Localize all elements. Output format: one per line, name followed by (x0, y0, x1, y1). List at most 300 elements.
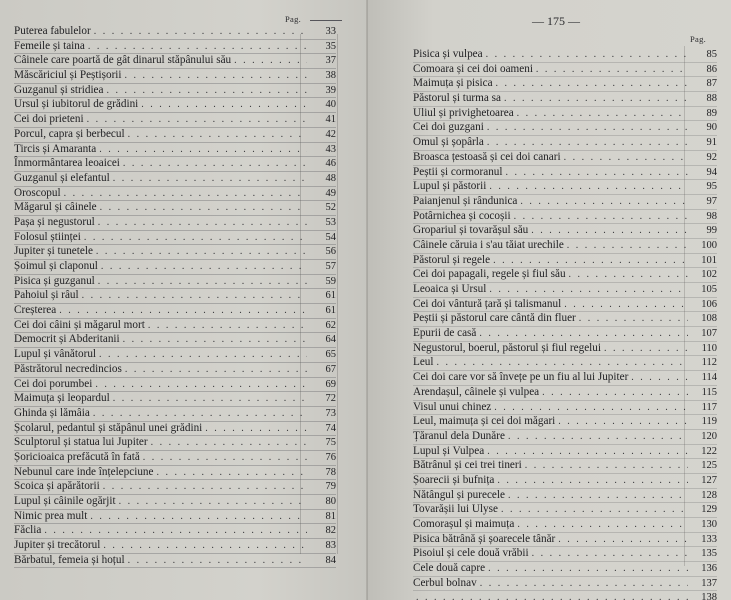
entry-page-number: 95 (706, 181, 717, 193)
entry-page-number: 135 (701, 548, 717, 560)
entry-page-number: 91 (706, 137, 717, 149)
toc-entry (413, 327, 717, 342)
entry-title: Lupul și Vulpea (413, 444, 485, 457)
dot-leader (487, 136, 688, 150)
entry-page-number: 122 (701, 445, 717, 457)
entry-title: Jupiter și tunetele (14, 245, 93, 258)
entry-page-number: 74 (325, 422, 336, 434)
toc-entry (413, 401, 717, 416)
entry-page-number: 59 (325, 275, 336, 287)
toc-entry (14, 25, 336, 40)
toc-entry (14, 554, 336, 569)
dot-leader (90, 510, 307, 524)
dot-leader (44, 524, 307, 538)
dot-leader (416, 591, 688, 600)
entry-title: Pisica și vulpea (413, 48, 483, 60)
entry-title: Tovarășii lui Ulyse (413, 503, 498, 516)
entry-title: Cei doi papagali, regele și fiul său (413, 268, 566, 281)
toc-entry (14, 157, 336, 172)
toc-entry (413, 562, 717, 577)
entry-title: Pisica bătrână și șoarecele tânăr (413, 532, 556, 545)
entry-page-number: 100 (701, 239, 717, 251)
dot-leader (119, 495, 307, 509)
toc-entry (14, 304, 336, 319)
toc-entry (413, 107, 717, 122)
header-rule (310, 20, 342, 21)
toc-entry (14, 84, 336, 99)
toc-entry (413, 136, 717, 151)
entry-title: Pașa și negustorul (14, 215, 95, 228)
entry-page-number: 138 (701, 592, 717, 600)
toc-entry (14, 260, 336, 275)
entry-title: Cei doi care vor să învețe pe un fiu al lui Jupiter (413, 371, 629, 384)
entry-title: Șoimul și claponul (14, 260, 98, 272)
entry-page-number: 75 (325, 437, 336, 449)
entry-page-number: 106 (701, 298, 717, 310)
entry-title: Bărbatul, femeia și hoțul (14, 553, 125, 566)
entry-page-number: 61 (325, 290, 336, 302)
toc-entry (413, 474, 717, 489)
toc-entry (14, 216, 336, 231)
entry-title: Guzganul și stridiea (14, 83, 104, 96)
entry-title: Păstorul și regele (413, 253, 491, 266)
entry-page-number: 84 (325, 554, 336, 566)
entry-page-number: 76 (325, 451, 336, 463)
entry-title: Peștii și cormoranul (413, 165, 503, 178)
dot-leader (486, 48, 688, 62)
entry-page-number: 94 (706, 166, 717, 178)
entry-page-number: 40 (325, 99, 336, 111)
dot-leader (100, 201, 307, 215)
toc-entry (413, 151, 717, 166)
entry-page-number: 137 (701, 577, 717, 589)
entry-title: Leoaica și Ursul (413, 283, 487, 295)
dot-leader (558, 415, 688, 429)
toc-entry (413, 386, 717, 401)
toc-entry (413, 518, 717, 533)
entry-title: Leul (413, 356, 434, 369)
entry-page-number: 48 (325, 172, 336, 184)
entry-title: Șoricioaica prefăcută în fată (14, 450, 140, 463)
dot-leader (494, 401, 688, 415)
dot-leader (506, 166, 689, 180)
entry-title: Nătângul și purecele (413, 488, 505, 501)
dot-leader (567, 239, 688, 253)
entry-title: Lupul și păstorii (413, 180, 487, 193)
entry-page-number: 53 (325, 216, 336, 228)
entry-title: Creșterea (14, 304, 57, 317)
toc-entry (413, 224, 717, 239)
entry-title: Comoara și cei doi oameni (413, 62, 533, 75)
entry-title: Cei doi câini și măgarul mort (14, 318, 145, 331)
dot-leader (103, 539, 307, 553)
entry-page-number: 67 (325, 363, 336, 375)
pag-column-label: Pag. (285, 14, 302, 24)
toc-entry (413, 533, 717, 548)
entry-page-number: 72 (325, 393, 336, 405)
toc-entry (14, 348, 336, 363)
dot-leader (569, 268, 688, 282)
entry-page-number: 120 (701, 430, 717, 442)
dot-leader (504, 92, 688, 106)
entry-title: Arendașul, câinele și vulpea (413, 385, 540, 398)
page-number: — 175 — (532, 14, 580, 28)
dot-leader (205, 422, 307, 436)
toc-entry (413, 459, 717, 474)
dot-leader (98, 275, 307, 289)
entry-title: Omul și șopârla (413, 136, 484, 149)
dot-leader (106, 84, 307, 98)
toc-entry (14, 187, 336, 202)
entry-title: Înmormântarea leoaicei (14, 157, 120, 170)
toc-entry (14, 54, 336, 69)
entry-page-number: 125 (701, 460, 717, 472)
entry-title: Broasca țestoasă și cei doi canari (413, 150, 561, 163)
dot-leader (517, 107, 688, 121)
toc-entry (413, 591, 717, 600)
entry-title: Păstorul și turma sa (413, 92, 501, 105)
toc-entry (14, 451, 336, 466)
dot-leader (508, 489, 688, 503)
entry-page-number: 114 (701, 372, 717, 384)
dot-leader (101, 260, 307, 274)
entry-title: Pahoiul și râul (14, 289, 79, 302)
entry-title: Scoica și apărătorii (14, 480, 100, 493)
toc-entry (14, 128, 336, 143)
dot-leader (564, 151, 688, 165)
toc-entry (413, 77, 717, 92)
entry-page-number: 64 (325, 334, 336, 346)
entry-title: Cei doi vântură țară și talismanul (413, 297, 562, 310)
dot-leader (532, 547, 688, 561)
dot-leader (103, 480, 307, 494)
dot-leader (123, 157, 307, 171)
dot-leader (531, 224, 688, 238)
entry-page-number: 87 (706, 78, 717, 90)
entry-title: Cele două capre (413, 562, 486, 575)
dot-leader (93, 407, 307, 421)
entry-page-number: 46 (325, 158, 336, 170)
toc-entry (413, 254, 717, 269)
toc-entry (14, 69, 336, 84)
dot-leader (128, 554, 307, 568)
entry-page-number: 38 (325, 70, 336, 82)
entry-title: Ghinda și lămâia (14, 406, 90, 419)
toc-entry (413, 268, 717, 283)
entry-title: Comorașul și maimuța (413, 518, 515, 530)
toc-entry (413, 195, 717, 210)
entry-page-number: 89 (706, 107, 717, 119)
entry-page-number: 78 (325, 466, 336, 478)
toc-entry (14, 436, 336, 451)
entry-page-number: 35 (325, 40, 336, 52)
toc-entry (14, 539, 336, 554)
toc-entry (14, 113, 336, 128)
entry-page-number: 54 (325, 231, 336, 243)
dot-leader (517, 518, 688, 532)
toc-entry (14, 245, 336, 260)
right-page (368, 0, 731, 600)
dot-leader (113, 392, 307, 406)
entry-title: Guzganul și elefantul (14, 171, 110, 184)
entry-page-number: 117 (701, 401, 717, 413)
dot-leader (125, 363, 307, 377)
toc-entry (14, 333, 336, 348)
dot-leader (508, 430, 688, 444)
dot-leader (96, 245, 307, 259)
toc-entry (413, 342, 717, 357)
entry-title: Câinele care poartă de gât dinarul stăpânului său (14, 54, 232, 67)
toc-entry (14, 98, 336, 113)
toc-entry (14, 231, 336, 246)
entry-page-number: 37 (325, 55, 336, 67)
toc-entry (14, 392, 336, 407)
dot-leader (113, 172, 307, 186)
dot-leader (487, 121, 688, 135)
entry-page-number: 101 (701, 254, 717, 266)
entry-title: Peștii și păstorul care cântă din fluer (413, 312, 576, 325)
dot-leader (525, 459, 688, 473)
dot-leader (488, 562, 688, 576)
toc-entry (14, 480, 336, 495)
dot-leader (542, 386, 688, 400)
entry-title: Lupul și câinile ogărjit (14, 495, 116, 507)
dot-leader (99, 143, 307, 157)
dot-leader (480, 577, 688, 591)
dot-leader (496, 77, 688, 91)
dot-leader (123, 333, 307, 347)
entry-page-number: 115 (701, 386, 717, 398)
dot-leader (479, 327, 688, 341)
entry-title: Porcul, capra și berbecul (14, 127, 125, 140)
toc-entry (413, 430, 717, 445)
toc-entry (413, 503, 717, 518)
entry-title: Păstrătorul necredincios (14, 362, 122, 375)
entry-title: Nebunul care inde înțelepciune (14, 465, 154, 478)
entry-title: Făclia (14, 524, 42, 537)
entry-title: Jupiter și trecătorul (14, 539, 101, 552)
entry-page-number: 62 (325, 319, 336, 331)
dot-leader (487, 445, 688, 459)
entry-title: Cei doi porumbei (14, 377, 93, 390)
entry-title: Pisoiul și cele două vrăbii (413, 547, 529, 560)
entry-page-number: 105 (701, 284, 717, 295)
entry-title: Ursul și iubitorul de grădini (14, 98, 139, 111)
entry-page-number: 81 (325, 510, 336, 522)
dot-leader (604, 342, 688, 356)
entry-page-number: 65 (325, 349, 336, 361)
entry-page-number: 82 (325, 525, 336, 537)
toc-entry (413, 63, 717, 78)
toc-entry (413, 547, 717, 562)
toc-entry (14, 466, 336, 481)
entry-page-number: 57 (325, 261, 336, 272)
entry-page-number: 56 (325, 246, 336, 258)
dot-leader (536, 63, 688, 77)
dot-leader (128, 128, 307, 142)
toc-entry (413, 415, 717, 430)
entry-page-number: 110 (701, 342, 717, 354)
entry-title: Potârnichea și cocoșii (413, 209, 511, 222)
dot-leader (234, 54, 307, 68)
dot-leader (82, 289, 307, 303)
dot-leader (94, 25, 307, 39)
entry-title: Tircis și Amaranta (14, 142, 97, 155)
dot-leader (99, 348, 307, 362)
toc-entry (14, 524, 336, 539)
entry-title: Sculptorul și statua lui Jupiter (14, 436, 148, 449)
entry-title: Șoarecii și bufnița (413, 473, 495, 486)
entry-title: Folosul științei (14, 230, 81, 243)
entry-page-number: 88 (706, 93, 717, 105)
entry-title: Câinele căruia i s'au tăiat urechile (413, 238, 564, 251)
dot-leader (143, 451, 307, 465)
dot-leader (437, 356, 688, 370)
entry-page-number: 42 (325, 128, 336, 140)
entry-page-number: 83 (325, 540, 336, 552)
entry-page-number: 136 (701, 563, 717, 575)
toc-entry (14, 422, 336, 437)
dot-leader (125, 69, 307, 83)
entry-title: Democrit și Abderitanii (14, 333, 120, 346)
dot-leader (59, 304, 307, 318)
entry-title: Leul, maimuța și cei doi măgari (413, 415, 556, 428)
dot-leader (87, 113, 307, 127)
entry-title: Țăranul dela Dunăre (413, 429, 505, 442)
entry-title: Puterea fabulelor (14, 25, 91, 37)
toc-entry (14, 201, 336, 216)
entry-page-number: 79 (325, 481, 336, 493)
entry-title: Nimic prea mult (14, 509, 88, 522)
entry-page-number: 52 (325, 202, 336, 214)
entry-page-number: 69 (325, 378, 336, 390)
toc-entry (413, 298, 717, 313)
entry-page-number: 128 (701, 489, 717, 501)
entry-page-number: 119 (701, 416, 717, 428)
toc-entry (14, 363, 336, 378)
dot-leader (579, 312, 688, 326)
entry-title: Lupul și vânătorul (14, 348, 97, 361)
toc-entry (413, 356, 717, 371)
pag-column-label: Pag. (690, 34, 707, 44)
dot-leader (497, 474, 688, 488)
toc-entry (14, 378, 336, 393)
dot-leader (558, 533, 688, 547)
toc-entry (14, 510, 336, 525)
entry-title: Femeile și taina (14, 39, 85, 52)
toc-entry (413, 92, 717, 107)
toc-entry (413, 180, 717, 195)
table-of-contents-right (413, 48, 717, 600)
entry-page-number: 127 (701, 474, 717, 486)
entry-title: Pisica și guzganul (14, 274, 95, 287)
entry-title: Visul unui chinez (413, 400, 492, 413)
toc-entry (14, 407, 336, 422)
dot-leader (84, 231, 307, 245)
toc-entry (413, 489, 717, 504)
entry-page-number: 49 (325, 187, 336, 199)
entry-page-number: 97 (706, 195, 717, 207)
entry-title: Cerbul bolnav (413, 576, 477, 589)
dot-leader (64, 187, 307, 201)
entry-title: Școlarul, pedantul și stăpânul unei grădini (14, 421, 203, 434)
entry-title: Măscăriciul și Peștișorii (14, 69, 122, 82)
entry-title: Negustorul, boerul, păstorul și fiul regelui (413, 341, 601, 354)
entry-page-number: 133 (701, 533, 717, 545)
entry-page-number: 85 (706, 49, 717, 60)
entry-title: Cei doi guzgani (413, 121, 484, 134)
toc-entry (413, 577, 717, 592)
dot-leader (564, 298, 688, 312)
dot-leader (95, 378, 307, 392)
toc-entry (14, 275, 336, 290)
toc-entry (14, 289, 336, 304)
toc-entry (14, 143, 336, 158)
entry-page-number: 86 (706, 63, 717, 75)
toc-entry (413, 312, 717, 327)
table-of-contents-left (14, 25, 336, 568)
toc-entry (413, 210, 717, 225)
entry-page-number: 43 (325, 143, 336, 155)
entry-page-number: 130 (701, 519, 717, 530)
dot-leader (148, 319, 307, 333)
toc-entry (14, 319, 336, 334)
entry-title: Gropariul și tovarășul său (413, 224, 529, 237)
entry-page-number: 61 (325, 305, 336, 317)
entry-page-number: 98 (706, 210, 717, 222)
toc-entry (413, 239, 717, 254)
dot-leader (514, 210, 688, 224)
toc-entry (413, 48, 717, 63)
dot-leader (501, 503, 688, 517)
dot-leader (489, 283, 688, 297)
entry-title: Maimuța și leopardul (14, 392, 110, 405)
entry-page-number: 99 (706, 225, 717, 237)
toc-entry (14, 40, 336, 55)
entry-title: Bătrânul și cei trei tineri (413, 459, 522, 472)
dot-leader (493, 254, 688, 268)
entry-title: Oroscopul (14, 186, 61, 199)
entry-title: Paianjenul și rândunica (413, 194, 518, 207)
dot-leader (151, 436, 307, 450)
toc-entry (14, 172, 336, 187)
entry-page-number: 41 (325, 114, 336, 126)
entry-title: Măgarul și câinele (14, 201, 97, 214)
entry-page-number: 90 (706, 122, 717, 134)
entry-title: Epurii de casă (413, 327, 477, 340)
entry-page-number: 33 (325, 26, 336, 37)
toc-entry (413, 445, 717, 460)
dot-leader (88, 40, 307, 54)
toc-entry (413, 283, 717, 298)
entry-page-number: 73 (325, 407, 336, 419)
dot-leader (141, 98, 307, 112)
entry-page-number: 39 (325, 84, 336, 96)
entry-page-number: 112 (701, 357, 717, 369)
toc-entry (413, 121, 717, 136)
entry-page-number: 107 (701, 328, 717, 340)
toc-entry (413, 166, 717, 181)
entry-page-number: 102 (701, 269, 717, 281)
toc-entry (14, 495, 336, 510)
toc-entry (413, 371, 717, 386)
entry-page-number: 108 (701, 313, 717, 325)
entry-title: Maimuța și pisica (413, 77, 493, 90)
entry-page-number: 80 (325, 496, 336, 507)
dot-leader (489, 180, 688, 194)
dot-leader (631, 371, 688, 385)
entry-title: Uliul și privighetoarea (413, 106, 514, 119)
